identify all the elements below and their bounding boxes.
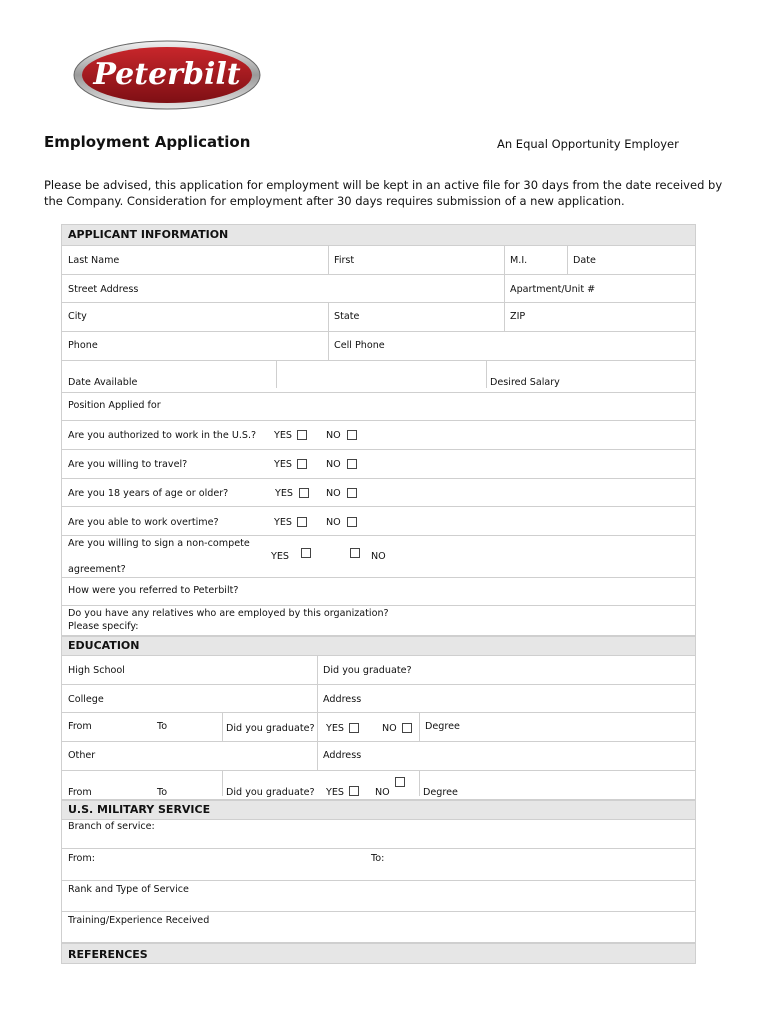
zip-label: ZIP xyxy=(510,311,526,322)
other-dates-row xyxy=(62,771,695,800)
age-yes-checkbox[interactable] xyxy=(299,488,309,498)
other-grad-yes-checkbox[interactable] xyxy=(349,786,359,796)
yes-label: YES xyxy=(274,517,293,528)
other-grad-no-checkbox[interactable] xyxy=(395,777,405,787)
no-label: NO xyxy=(375,787,390,798)
to-label: To xyxy=(157,721,168,732)
other-address-label: Address xyxy=(323,750,362,761)
city-label: City xyxy=(68,311,87,322)
last-name-label: Last Name xyxy=(68,255,120,266)
overtime-question: Are you able to work overtime? xyxy=(68,517,219,528)
state-label: State xyxy=(334,311,360,322)
military-section-header: U.S. MILITARY SERVICE xyxy=(62,800,695,820)
first-name-label: First xyxy=(334,255,355,266)
noncompete-row xyxy=(62,536,695,578)
references-section-header: REFERENCES xyxy=(62,943,695,964)
yes-label: YES xyxy=(275,488,294,499)
other-graduate-label: Did you graduate? xyxy=(226,787,315,798)
yes-label: YES xyxy=(326,787,345,798)
age-question: Are you 18 years of age or older? xyxy=(68,488,229,499)
service-dates-row xyxy=(62,849,695,881)
service-to-label: To: xyxy=(371,853,385,864)
no-label: NO xyxy=(382,723,397,734)
svg-text:Peterbilt: Peterbilt xyxy=(93,57,241,92)
mi-label: M.I. xyxy=(510,255,528,266)
authorized-no-checkbox[interactable] xyxy=(347,430,357,440)
age-row xyxy=(62,479,695,507)
other-school-row xyxy=(62,742,695,771)
cell-label: Cell Phone xyxy=(334,340,385,351)
branch-row xyxy=(62,820,695,849)
noncompete-question-cont: agreement? xyxy=(68,564,126,575)
age-no-checkbox[interactable] xyxy=(347,488,357,498)
availability-row xyxy=(62,361,695,393)
hs-graduate-label: Did you graduate? xyxy=(323,665,412,676)
training-row xyxy=(62,912,695,943)
page-title: Employment Application xyxy=(44,133,251,151)
no-label: NO xyxy=(326,430,341,441)
notice-text: Please be advised, this application for employment will be kept in an active file for 30 days from the date received by the Company. Consideration for employment after 30 days requires submission of a new application. xyxy=(44,178,723,208)
phone-row xyxy=(62,332,695,361)
referred-label: How were you referred to Peterbilt? xyxy=(68,585,239,596)
eoe-statement: An Equal Opportunity Employer xyxy=(497,137,679,151)
rank-row xyxy=(62,881,695,912)
relatives-specify: Please specify: xyxy=(68,621,139,632)
application-form xyxy=(61,224,696,964)
relatives-row xyxy=(62,606,695,636)
travel-question: Are you willing to travel? xyxy=(68,459,188,470)
date-label: Date xyxy=(573,255,596,266)
street-row xyxy=(62,275,695,303)
applicant-section-header: APPLICANT INFORMATION xyxy=(62,224,695,246)
noncompete-no-checkbox[interactable] xyxy=(350,548,360,558)
referred-row xyxy=(62,578,695,606)
yes-label: YES xyxy=(271,551,290,562)
date-available-label: Date Available xyxy=(68,377,138,388)
city-row xyxy=(62,303,695,332)
college-grad-no-checkbox[interactable] xyxy=(402,723,412,733)
relatives-question: Do you have any relatives who are employed by this organization? xyxy=(68,608,389,619)
authorized-yes-checkbox[interactable] xyxy=(297,430,307,440)
college-row xyxy=(62,685,695,713)
education-section-header: EDUCATION xyxy=(62,636,695,656)
from-label: From xyxy=(68,721,92,732)
yes-label: YES xyxy=(326,723,345,734)
high-school-label: High School xyxy=(68,665,125,676)
desired-salary-label: Desired Salary xyxy=(490,377,560,388)
phone-label: Phone xyxy=(68,340,98,351)
from-label: From xyxy=(68,787,92,798)
noncompete-question: Are you willing to sign a non-compete xyxy=(68,538,250,549)
other-label: Other xyxy=(68,750,96,761)
degree-label: Degree xyxy=(423,787,458,798)
rank-label: Rank and Type of Service xyxy=(68,884,189,895)
training-label: Training/Experience Received xyxy=(68,915,210,926)
high-school-row xyxy=(62,656,695,685)
college-address-label: Address xyxy=(323,694,362,705)
no-label: NO xyxy=(326,459,341,470)
yes-label: YES xyxy=(274,430,293,441)
to-label: To xyxy=(157,787,168,798)
position-label: Position Applied for xyxy=(68,400,161,411)
position-row xyxy=(62,393,695,421)
branch-label: Branch of service: xyxy=(68,821,155,832)
street-label: Street Address xyxy=(68,284,139,295)
college-graduate-label: Did you graduate? xyxy=(226,723,315,734)
authorized-question: Are you authorized to work in the U.S.? xyxy=(68,430,257,441)
no-label: NO xyxy=(326,517,341,528)
name-row xyxy=(62,246,695,275)
travel-yes-checkbox[interactable] xyxy=(297,459,307,469)
travel-row xyxy=(62,450,695,479)
no-label: NO xyxy=(371,551,386,562)
authorized-row xyxy=(62,421,695,450)
noncompete-yes-checkbox[interactable] xyxy=(301,548,311,558)
no-label: NO xyxy=(326,488,341,499)
travel-no-checkbox[interactable] xyxy=(347,459,357,469)
degree-label: Degree xyxy=(425,721,460,732)
overtime-row xyxy=(62,507,695,536)
college-label: College xyxy=(68,694,104,705)
overtime-no-checkbox[interactable] xyxy=(347,517,357,527)
college-dates-row xyxy=(62,713,695,742)
yes-label: YES xyxy=(274,459,293,470)
overtime-yes-checkbox[interactable] xyxy=(297,517,307,527)
service-from-label: From: xyxy=(68,853,96,864)
apt-label: Apartment/Unit # xyxy=(510,284,596,295)
peterbilt-logo xyxy=(73,40,261,110)
college-grad-yes-checkbox[interactable] xyxy=(349,723,359,733)
